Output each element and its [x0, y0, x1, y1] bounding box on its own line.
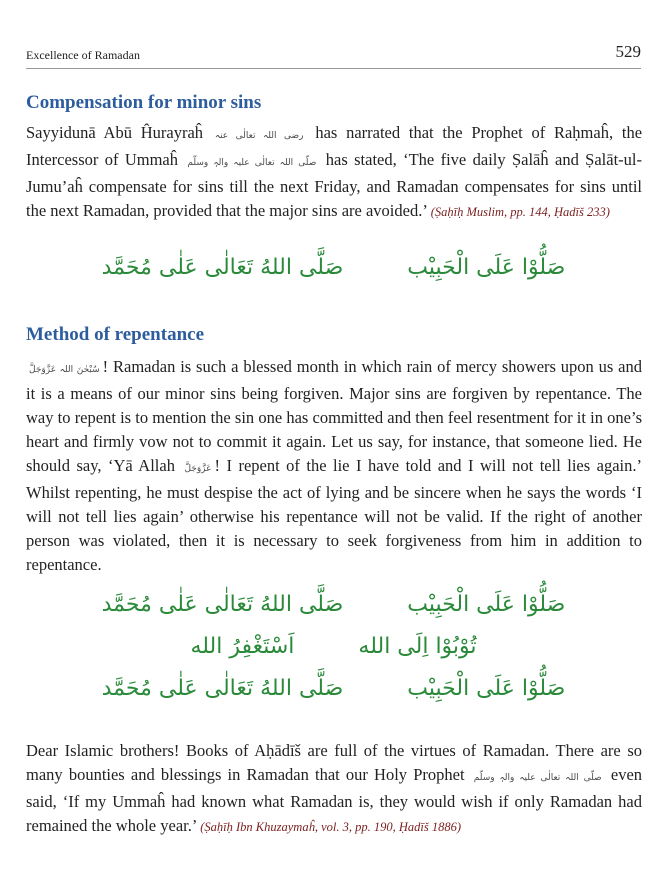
section-heading-compensation: Compensation for minor sins: [26, 92, 262, 113]
paragraph-repentance: [26, 355, 642, 577]
paragraph-text: ! Ramadan is such a blessed month in which rain of mercy showers upon us and it is a means of our minor sins being forgiven. Major sins are forgiven by repentance. The way to repent is to mention the sin one has committed and then feel resentment for it in one’s heart and firmly vow not to commit it again. Let us say, for instance, that someone lied. He should say, ‘Yā Allah: [26, 357, 642, 475]
paragraph-compensation: [26, 121, 642, 224]
paragraph-text: Sayyidunā Abū Ĥurayraĥ: [26, 123, 204, 142]
honorific-calligraphy: عَزَّوَجَلَّ: [184, 464, 212, 474]
durood-row-1: [0, 592, 667, 617]
arabic-left: صَلُّوْا عَلَی الْحَبِیْب: [407, 255, 566, 280]
paragraph-virtues: [26, 739, 642, 839]
paragraph-text: even said, ‘If my Ummaĥ had known what Ramadan is, they would wish if only Ramadan had remained the whole year.’: [26, 765, 643, 835]
arabic-right: صَلَّی اللهُ تَعَالٰی عَلٰی مُحَمَّد: [101, 676, 344, 701]
paragraph-text: has stated, ‘The five daily Ṣalāĥ and Ṣalāt-ul-Jumu’aĥ compensate for sins till the next Friday, and Ramadan compensates for sins until the next Ramadan, provided that the major sins are avoided.’: [26, 150, 642, 220]
section-heading-repentance: Method of repentance: [26, 324, 205, 345]
page-header: [26, 40, 641, 69]
arabic-left: تُوْبُوْا اِلَی الله: [358, 634, 477, 659]
running-title: Excellence of Ramadan: [26, 48, 140, 62]
paragraph-text: Dear Islamic brothers! Books of Aḥādīš are full of the virtues of Ramadan. There are so many bounties and blessings in Ramadan that our Holy Prophet: [26, 741, 642, 784]
honorific-calligraphy: صلّی اللہ تعالٰی علیہ والہٖ وسلّم: [473, 773, 602, 783]
reference-citation: (Ṣaḥīḥ Ibn Khuzaymaĥ, vol. 3, pp. 190, Ḥadīš 1886): [200, 820, 461, 834]
durood-row-2: [0, 676, 667, 701]
arabic-left: صَلُّوْا عَلَی الْحَبِیْب: [407, 676, 566, 701]
honorific-calligraphy: سُبْحٰنَ اللہ عَزَّوَجَلَّ: [29, 365, 100, 375]
arabic-right: صَلَّی اللهُ تَعَالٰی عَلٰی مُحَمَّد: [101, 592, 344, 617]
page-number: 529: [615, 42, 641, 61]
arabic-left: صَلُّوْا عَلَی الْحَبِیْب: [407, 592, 566, 617]
arabic-right: اَسْتَغْفِرُ الله: [190, 634, 295, 659]
arabic-right: صَلَّی اللهُ تَعَالٰی عَلٰی مُحَمَّد: [101, 255, 344, 280]
paragraph-text: has narrated that the Prophet of Raḥmaĥ, the Intercessor of Ummaĥ: [26, 123, 643, 169]
durood-row: [0, 255, 667, 280]
honorific-calligraphy: صلّی اللہ تعالٰی علیہ والہٖ وسلّم: [187, 158, 317, 168]
tawbah-row: [0, 634, 667, 659]
reference-citation: (Ṣaḥīḥ Muslim, pp. 144, Ḥadīš 233): [430, 205, 610, 219]
honorific-calligraphy: رضی اللہ تعالٰی عنہ: [214, 131, 304, 141]
paragraph-text: ! I repent of the lie I have told and I will not tell lies again.’ Whilst repenting, he must despise the act of lying and be sincere when he says the words ‘I will not tell lies again’ otherwise his repentance will not be valid. If the right of another person was violated, then it is necessary to seek forgiveness from him in addition to repentance.: [26, 456, 642, 574]
